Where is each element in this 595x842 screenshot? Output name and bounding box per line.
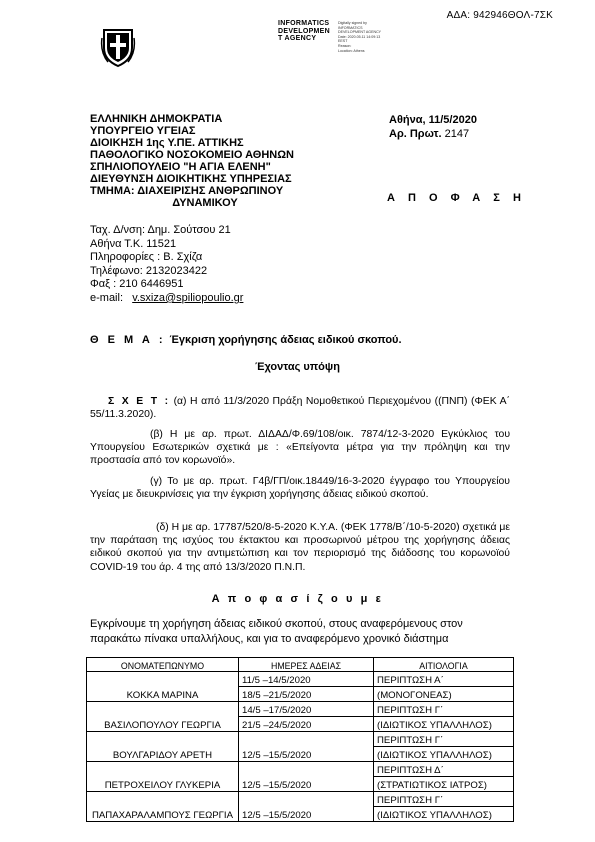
- header-line: ΕΛΛΗΝΙΚΗ ΔΗΜΟΚΡΑΤΙΑ: [90, 113, 223, 125]
- employee-name: ΒΟΥΛΓΑΡΙΔΟΥ ΑΡΕΤΗ: [87, 732, 239, 762]
- leave-reason: ΠΕΡΙΠΤΩΣΗ Α΄: [374, 672, 514, 687]
- leave-days: 12/5 –15/5/2020: [239, 762, 374, 792]
- table-row: [87, 702, 514, 717]
- having-regard-heading: Έχοντας υπόψη: [255, 361, 340, 373]
- table-row: [87, 792, 514, 807]
- approval-text: Εγκρίνουμε τη χορήγηση άδειας ειδικού σκοπού, στους αναφερόμενους στον παρακάτω πίνακα υπαλλήλους, και για το αναφερόμενο χρονικό διάστημα: [90, 618, 463, 645]
- email-link[interactable]: v.sxiza@spiliopoulio.gr: [132, 291, 244, 304]
- leave-days: 18/5 –21/5/2020: [239, 687, 374, 702]
- leave-days: 12/5 –15/5/2020: [239, 732, 374, 762]
- leave-days: 14/5 –17/5/2020: [239, 702, 374, 717]
- contact-block: Ταχ. Δ/νση: Δημ. Σούτσου 21 Αθήνα Τ.Κ. 11521 Πληροφορίες : Β. Σχίζα Τηλέφωνο: 2132023422 Φαξ : 210 6446951 e-mail: v.sxiza@spiliopoulio.gr: [90, 224, 244, 304]
- informatics-logo: INFORMATICS DEVELOPMEN T AGENCY: [278, 20, 331, 42]
- leave-days: 11/5 –14/5/2020: [239, 672, 374, 687]
- decide-heading: Α π ο φ α σ ί ζ ο υ μ ε: [211, 593, 384, 605]
- header-line: ΔΙΟΙΚΗΣΗ 1ης Υ.ΠΕ. ΑΤΤΙΚΗΣ: [90, 137, 244, 149]
- column-header: ΑΙΤΙΟΛΟΓΙΑ: [374, 658, 514, 672]
- header-line: ΣΠΗΛΙΟΠΟΥΛΕΙΟ "Η ΑΓΙΑ ΕΛΕΝΗ": [90, 161, 271, 173]
- leave-reason: (ΙΔΙΩΤΙΚΟΣ ΥΠΑΛΛΗΛΟΣ): [374, 747, 514, 762]
- leave-reason: ΠΕΡΙΠΤΩΣΗ Δ΄: [374, 762, 514, 777]
- employee-name: ΚΟΚΚΑ ΜΑΡΙΝΑ: [87, 672, 239, 702]
- reference-a: Σ Χ Ε Τ : (α) Η από 11/3/2020 Πράξη Νομοθετικού Περιεχομένου ((ΠΝΠ) (ΦΕΚ Α΄ 55/11.3.2020).: [90, 396, 510, 421]
- leave-reason: ΠΕΡΙΠΤΩΣΗ Γ΄: [374, 702, 514, 717]
- header-line: ΔΥΝΑΜΙΚΟΥ: [172, 197, 238, 209]
- reference-b: (β) Η με αρ. πρωτ. ΔΙΔΑΔ/Φ.69/108/οικ. 7874/12-3-2020 Εγκύκλιος του Υπουργείου Εσωτερικών σχετικά με : «Επείγοντα μέτρα για την πρόληψη και την προστασία από τον κορωνοϊό».: [90, 429, 510, 467]
- greek-emblem-icon: [100, 26, 136, 68]
- header-line: ΠΑΘΟΛΟΓΙΚΟ ΝΟΣΟΚΟΜΕΙΟ ΑΘΗΝΩΝ: [90, 149, 294, 161]
- employee-name: ΠΕΤΡΟΧΕΙΛΟΥ ΓΛΥΚΕΡΙΑ: [87, 762, 239, 792]
- leave-reason: ΠΕΡΙΠΤΩΣΗ Γ΄: [374, 792, 514, 807]
- table-header-row: [87, 658, 514, 672]
- leave-table: [86, 657, 514, 822]
- column-header: ΗΜΕΡΕΣ ΑΔΕΙΑΣ: [239, 658, 374, 672]
- leave-reason: (ΙΔΙΩΤΙΚΟΣ ΥΠΑΛΛΗΛΟΣ): [374, 717, 514, 732]
- protocol-label: Αρ. Πρωτ.: [389, 128, 442, 140]
- leave-reason: ΠΕΡΙΠΤΩΣΗ Γ΄: [374, 732, 514, 747]
- leave-days: 21/5 –24/5/2020: [239, 717, 374, 732]
- reference-c: (γ) Το με αρ. πρωτ. Γ4β/ΓΠ/οικ.18449/16-3-2020 έγγραφο του Υπουργείου Υγείας με διευκρινίσεις για την έγκριση χορήγησης άδειας ειδικού σκοπού.: [90, 476, 510, 501]
- header-line: ΥΠΟΥΡΓΕΙΟ ΥΓΕΙΑΣ: [90, 125, 196, 137]
- issuer-header: [90, 113, 320, 209]
- header-line: ΤΜΗΜΑ: ΔΙΑΧΕΙΡΙΣΗΣ ΑΝΘΡΩΠΙΝΟΥ: [90, 185, 284, 197]
- table-row: [87, 672, 514, 687]
- document-date: Αθήνα, 11/5/2020: [389, 114, 477, 126]
- leave-days: 12/5 –15/5/2020: [239, 792, 374, 822]
- reference-d: (δ) Η με αρ. 17787/520/8-5-2020 Κ.Υ.Α. (ΦΕΚ 1778/Β΄/10-5-2020) σχετικά με την παράταση της ισχύος του έκτακτου και προσωρινού μέτρου της χορήγησης άδειας ειδικού σκοπού για την αντιμετώπιση και τον περιορισμό της διάδοσης του κορωνοϊού COVID-19 του άρ. 4 της από 13/3/2020 Π.Ν.Π.: [90, 522, 510, 573]
- employee-name: ΠΑΠΑΧΑΡΑΛΑΜΠΟΥΣ ΓΕΩΡΓΙΑ: [87, 792, 239, 822]
- employee-name: ΒΑΣΙΛΟΠΟΥΛΟΥ ΓΕΩΡΓΙΑ: [87, 702, 239, 732]
- decision-title: Α Π Ο Φ Α Σ Η: [387, 192, 526, 204]
- protocol-number: 2147: [444, 128, 470, 140]
- header-line: ΔΙΕΥΘΥΝΣΗ ΔΙΟΙΚΗΤΙΚΗΣ ΥΠΗΡΕΣΙΑΣ: [90, 173, 292, 185]
- leave-reason: (ΣΤΡΑΤΙΩΤΙΚΟΣ ΙΑΤΡΟΣ): [374, 777, 514, 792]
- column-header: ΟΝΟΜΑΤΕΠΩΝΥΜΟ: [87, 658, 239, 672]
- ada-code: ΑΔΑ: 942946ΘΟΛ-7ΣΚ: [446, 10, 553, 21]
- date-block: [389, 113, 477, 141]
- leave-reason: (ΙΔΙΩΤΙΚΟΣ ΥΠΑΛΛΗΛΟΣ): [374, 807, 514, 822]
- subject-line: Θ Ε Μ Α : Έγκριση χορήγησης άδειας ειδικού σκοπού.: [90, 334, 402, 346]
- table-row: [87, 732, 514, 747]
- leave-reason: (ΜΟΝΟΓΟΝΕΑΣ): [374, 687, 514, 702]
- digital-signature-block: Digitally signed by INFORMATICS DEVELOPMENT AGENCY Date: 2020.05.11 14:09:13 EEST Reason: Location: Athens: [338, 21, 382, 53]
- table-row: [87, 762, 514, 777]
